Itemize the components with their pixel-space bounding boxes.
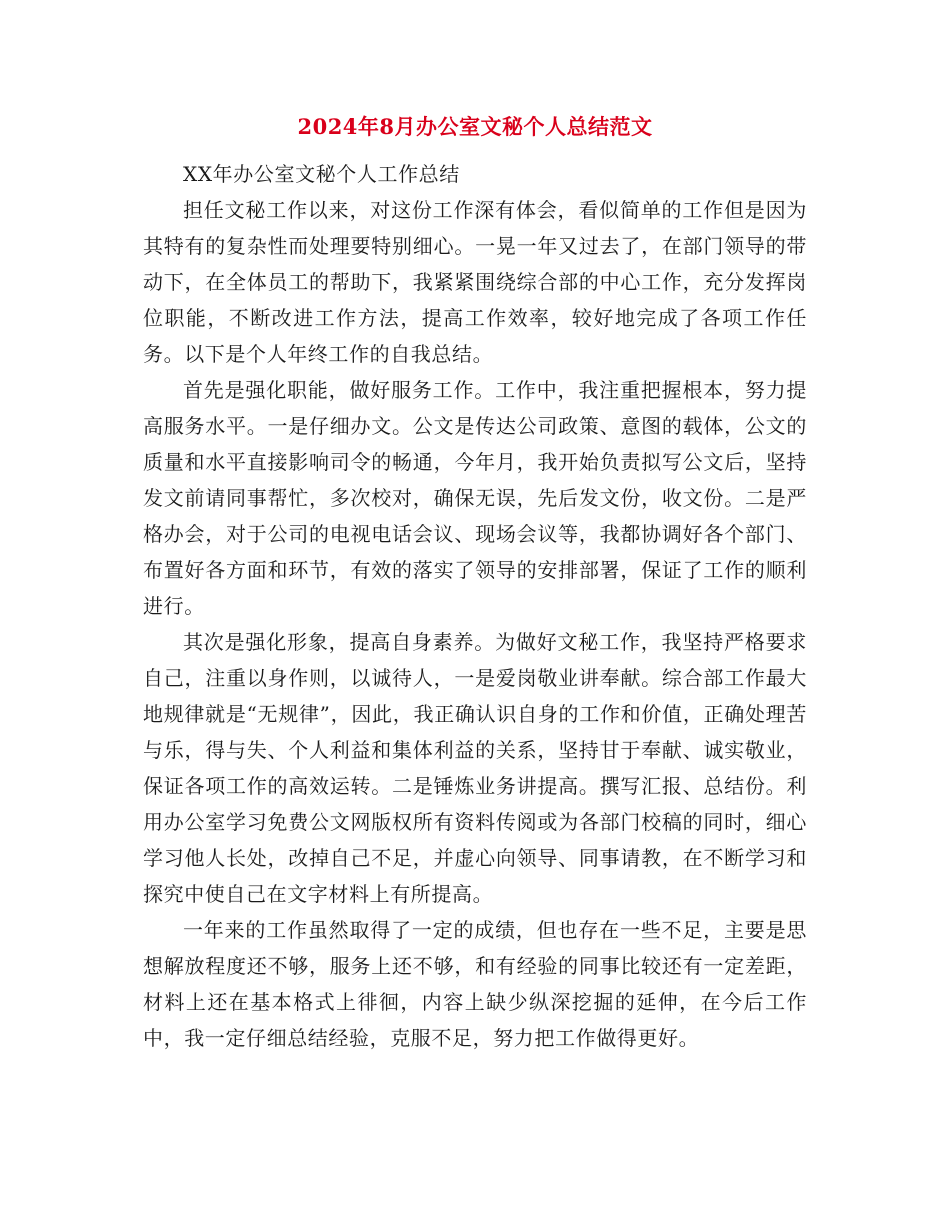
paragraph-conclusion: 一年来的工作虽然取得了一定的成绩，但也存在一些不足，主要是思想解放程度还不够，服务上还不够，和有经验的同事比较还有一定差距，材料上还在基本格式上徘徊，内容上缺少纵深挖掘的延伸，在今后工作中，我一定仔细总结经验，克服不足，努力把工作做得更好。	[143, 918, 807, 1050]
paragraph-intro: 担任文秘工作以来，对这份工作深有体会，看似简单的工作但是因为其特有的复杂性而处理要特别细心。一晃一年又过去了，在部门领导的带动下，在全体员工的帮助下，我紧紧围绕综合部的中心工作，充分发挥岗位职能，不断改进工作方法，提高工作效率，较好地完成了各项工作任务。以下是个人年终工作的自我总结。	[143, 198, 807, 366]
document-title: 2024年8月办公室文秘个人总结范文	[297, 114, 653, 139]
paragraph-image: 其次是强化形象，提高自身素养。为做好文秘工作，我坚持严格要求自己，注重以身作则，以诚待人，一是爱岗敬业讲奉献。综合部工作最大地规律就是“无规律”，因此，我正确认识自身的工作和价值，正确处理苦与乐，得与失、个人利益和集体利益的关系，坚持甘于奉献、诚实敬业，保证各项工作的高效运转。二是锤炼业务讲提高。撰写汇报、总结份。利用办公室学习免费公文网版权所有资料传阅或为各部门校稿的同时，细心学习他人长处，改掉自己不足，并虚心向领导、同事请教，在不断学习和探究中使自己在文字材料上有所提高。	[143, 630, 807, 906]
paragraph-service: 首先是强化职能，做好服务工作。工作中，我注重把握根本，努力提高服务水平。一是仔细办文。公文是传达公司政策、意图的载体，公文的质量和水平直接影响司令的畅通，今年月，我开始负责拟写公文后，坚持发文前请同事帮忙，多次校对，确保无误，先后发文份，收文份。二是严格办会，对于公司的电视电话会议、现场会议等，我都协调好各个部门、布置好各方面和环节，有效的落实了领导的安排部署，保证了工作的顺利进行。	[143, 378, 807, 618]
document-body	[143, 156, 807, 1056]
document-subtitle: XX年办公室文秘个人工作总结	[183, 162, 460, 186]
